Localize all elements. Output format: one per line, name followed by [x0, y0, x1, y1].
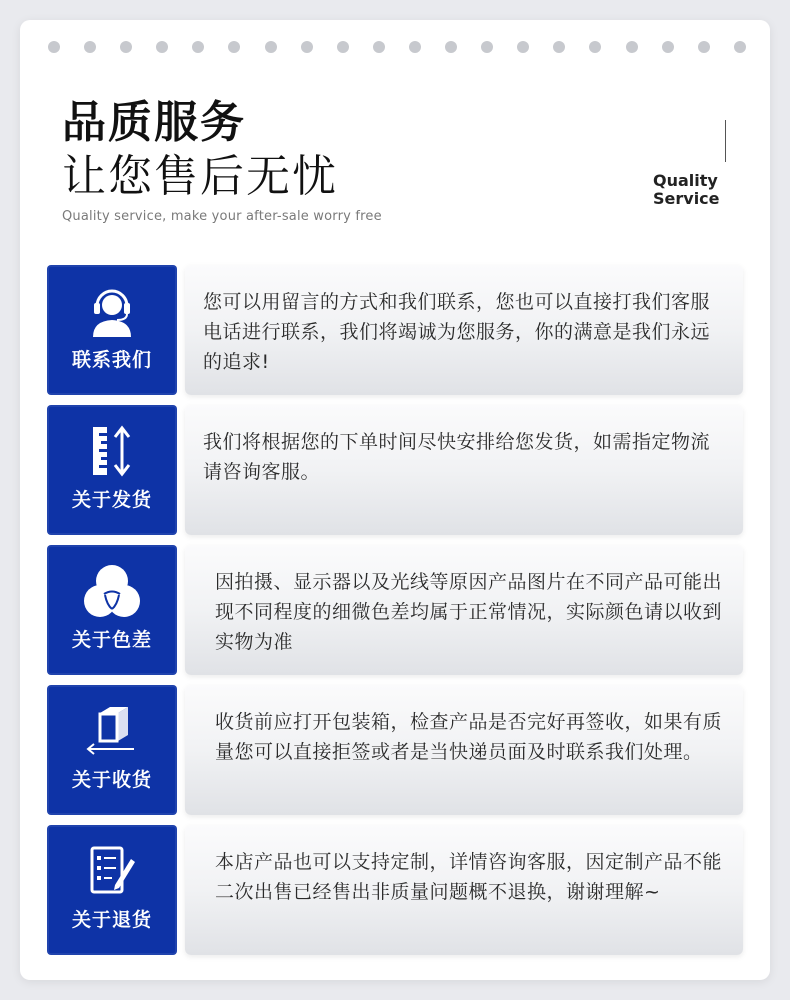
item-label: 关于退货: [71, 909, 152, 931]
item-description-box: [185, 265, 743, 395]
binder-dot: [698, 41, 710, 53]
item-badge: [47, 825, 177, 955]
service-item-receiving: [47, 685, 743, 815]
quality-service-tag: [653, 172, 751, 208]
service-item-color-difference: [47, 545, 743, 675]
binder-dot: [156, 41, 168, 53]
item-badge: [47, 685, 177, 815]
binder-dot: [626, 41, 638, 53]
package-box-icon: [47, 701, 177, 761]
binder-dot: [409, 41, 421, 53]
page-subtitle-cn: 让您售后无忧: [62, 151, 338, 202]
item-label: 联系我们: [71, 349, 152, 371]
item-label: 关于发货: [71, 489, 152, 511]
page-subtitle-en: Quality service, make your after-sale worry free: [62, 209, 382, 224]
service-item-shipping: [47, 405, 743, 535]
page-title: 品质服务: [62, 97, 246, 148]
tag-line-1: Quality: [653, 171, 718, 190]
binder-dot: [662, 41, 674, 53]
item-description: 您可以用留言的方式和我们联系，您也可以直接打我们客服电话进行联系，我们将竭诚为您服务，你的满意是我们永远的追求!: [203, 291, 711, 373]
binder-dot: [120, 41, 132, 53]
item-label: 关于色差: [71, 629, 152, 651]
item-badge: [47, 405, 177, 535]
binder-dot: [373, 41, 385, 53]
binder-dot: [517, 41, 529, 53]
item-badge: [47, 265, 177, 395]
item-description-box: [185, 545, 743, 675]
binder-dot: [192, 41, 204, 53]
binder-dot: [553, 41, 565, 53]
divider-line: [725, 120, 726, 162]
item-badge: [47, 545, 177, 675]
tag-line-2: Service: [653, 189, 720, 208]
binder-dots: [48, 40, 746, 54]
checklist-pen-icon: [47, 841, 177, 901]
customer-service-headset-icon: [47, 281, 177, 341]
item-description-box: [185, 825, 743, 955]
binder-dot: [481, 41, 493, 53]
item-description-box: [185, 685, 743, 815]
binder-dot: [589, 41, 601, 53]
binder-dot: [445, 41, 457, 53]
item-description-box: [185, 405, 743, 535]
binder-dot: [337, 41, 349, 53]
item-label: 关于收货: [71, 769, 152, 791]
binder-dot: [228, 41, 240, 53]
item-description: 本店产品也可以支持定制，详情咨询客服，因定制产品不能二次出售已经售出非质量问题概不退换，谢谢理解~: [215, 851, 723, 903]
service-card: [20, 20, 770, 980]
item-description: 因拍摄、显示器以及光线等原因产品图片在不同产品可能出现不同程度的细微色差均属于正常情况，实际颜色请以收到实物为准: [215, 571, 723, 653]
service-item-returns: [47, 825, 743, 955]
binder-dot: [301, 41, 313, 53]
binder-dot: [48, 41, 60, 53]
item-description: 收货前应打开包装箱，检查产品是否完好再签收，如果有质量您可以直接拒签或者是当快递员面及时联系我们处理。: [215, 711, 723, 763]
ruler-arrow-icon: [47, 421, 177, 481]
binder-dot: [84, 41, 96, 53]
binder-dot: [265, 41, 277, 53]
color-circles-icon: [47, 561, 177, 621]
service-item-contact: [47, 265, 743, 395]
binder-dot: [734, 41, 746, 53]
item-description: 我们将根据您的下单时间尽快安排给您发货，如需指定物流请咨询客服。: [203, 431, 711, 483]
